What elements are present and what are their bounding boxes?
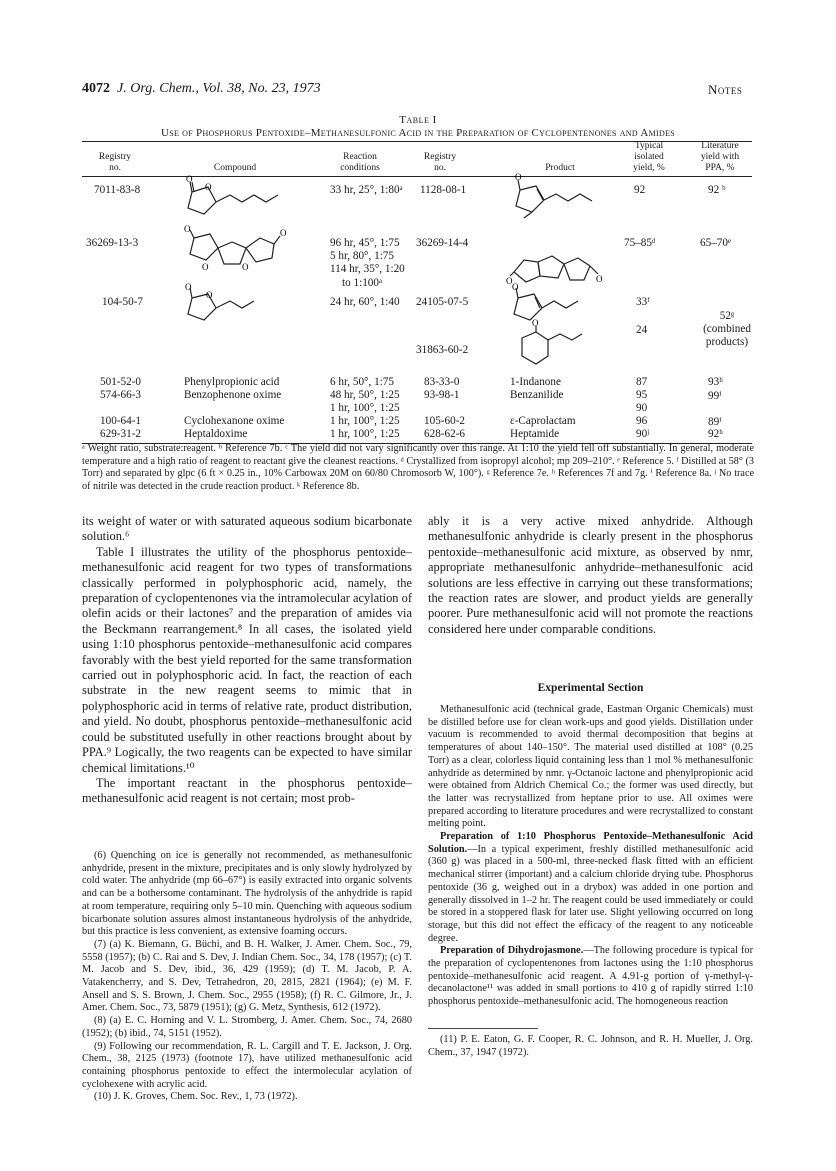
row6-compound: Benzophenone oxime xyxy=(184,389,282,401)
row4-registry-product: 31863-60-2 xyxy=(416,344,469,356)
col-typical xyxy=(624,141,674,174)
svg-text:O: O xyxy=(515,172,522,182)
table-caption: Use of Phosphorus Pentoxide–Methanesulfonic Acid in the Preparation of Cyclopentenones and Amides xyxy=(160,127,676,139)
svg-text:O: O xyxy=(280,228,287,238)
row6-typical xyxy=(636,389,647,415)
row7-compound: Cyclohexanone oxime xyxy=(184,415,285,427)
row6-literature: 99ⁱ xyxy=(708,390,722,402)
svg-text:O: O xyxy=(242,262,249,272)
row1-registry-product: 1128-08-1 xyxy=(420,184,467,196)
row5-registry: 501-52-0 xyxy=(100,376,142,388)
col-conditions-l1: Reaction xyxy=(343,152,377,162)
right-para-1: ably it is a very active mixed anhydride. Although methanesulfonic anhydride is clearly present in the phosphorus pentoxide–methanesulfonic acid mixture, as observed by nmr, appropriate methanesulfonic anhydride–methanesulfonic acid solutions are less effective in carrying out these transformations; the reaction rates are slower, and product yields are generally poorer. Pure methanesulfonic acid will not promote the reactions considered here under comparable conditions. xyxy=(428,514,753,636)
butylcyclohexenone-structure xyxy=(508,318,588,372)
butylcyclopentenone-structure xyxy=(510,282,590,326)
col-registry2-l2: no. xyxy=(434,163,446,173)
left-footnotes xyxy=(82,850,412,1104)
table-label: Table I xyxy=(399,114,437,126)
exp-para-2-head: Preparation of 1:10 Phosphorus Pentoxide–Methanesulfonic Acid Solution. xyxy=(428,831,753,855)
row6-cond-2: 1 hr, 100°, 1:25 xyxy=(330,402,400,414)
row2-cond-1: 96 hr, 45°, 1:75 xyxy=(330,237,400,249)
note-11 xyxy=(428,1034,753,1059)
dihydrojasmone-structure xyxy=(510,174,610,222)
row2-cond-4: to 1:100ᵃ xyxy=(342,276,383,289)
row7-product: ε-Caprolactam xyxy=(510,415,576,427)
svg-text:O: O xyxy=(532,318,539,328)
col-literature-l3: PPA, % xyxy=(705,163,735,173)
row6-typ-2: 90 xyxy=(636,402,648,414)
row3-typical: 33ᶠ xyxy=(636,296,650,308)
row3-conditions: 24 hr, 60°, 1:40 xyxy=(330,296,400,308)
exp-para-3 xyxy=(428,945,753,1009)
table-footnotes: ᵃ Weight ratio, substrate:reagent. ᵇ Reference 7b. ᶜ The yield did not vary significantly over this range. At 1:10 the yield fell off substantially. In general, moderate temperature and a high ratio of reagent to reactant give the cleanest reactions. ᵈ Crystallized from isopropyl alcohol; mp 209–210°. ᵉ Reference 5. ᶠ Distilled at 58° (3 Torr) and separated by glpc (6 ft × 0.25 in., 10% Carbowax 20M on 60/80 Chromosorb W, 100°). ᵍ Reference 7e. ʰ References 7f and 7g. ⁱ Reference 8a. ʲ No trace of nitrile was detected in the crude reaction product. ᵏ Reference 8b. xyxy=(82,443,754,492)
row7-typical: 96 xyxy=(636,415,648,427)
col-conditions-l2: conditions xyxy=(340,163,380,173)
col-compound: Compound xyxy=(213,163,257,173)
row1-conditions: 33 hr, 25°, 1:80ᵃ xyxy=(330,184,403,196)
col-registry-product xyxy=(410,152,470,174)
row1-registry: 7011-83-8 xyxy=(94,184,141,196)
col-product: Product xyxy=(545,163,575,173)
row4-lit-1: 52ᵍ xyxy=(719,310,735,322)
row1-typical: 92 xyxy=(634,184,646,196)
exp-para-3-head: Preparation of Dihydrojasmone. xyxy=(440,945,584,957)
row7-registry-product: 105-60-2 xyxy=(424,415,466,427)
exp-para-2-text: —In a typical experiment, freshly distilled methanesulfonic acid (360 g) was placed in a 500-ml, three-necked flask fitted with an efficient mechanical stirrer (important) and a calcium chloride drying tube. Phosphorus pentoxide (36 g, weighed out in a drybox) was added in one portion and generally dissolved in 1–2 hr. The reagent could be used immediately or could be stored in a stoppered flask for later use. Slight yellowing occurred on long storage, but this did not effect the efficacy of the reagent to any noticeable degree. xyxy=(428,843,753,944)
note-8: (8) (a) E. C. Horning and V. L. Stromberg, J. Amer. Chem. Soc., 74, 2680 (1952); (b) ibid., 74, 5151 (1952). xyxy=(82,1015,412,1039)
exp-para-3-text: —The following procedure is typical for the preparation of cyclopentenones from lactones using the 1:10 phosphorus pentoxide–methanesulfonic acid reagent. A 4.91-g portion of γ-methyl-γ-decanolactone¹¹ was added in small portions to 410 g of rapidly stirred 1:10 phosphorus pentoxide–methanesulfonic acid. The homogeneous reaction xyxy=(428,945,753,1008)
row8-typical: 90ʲ xyxy=(636,428,649,440)
left-para-2: Table I illustrates the utility of the phosphorus pentoxide–methanesulfonic acid reagent for two types of transformations classically performed in polyphosphoric acid, namely, the preparation of cyclopentenones via the intramolecular acylation of olefin acids or their lactones⁷ and the preparation of amides via the Beckmann rearrangement.⁸ In all cases, the isolated yield using 1:10 phosphorus pentoxide–methanesulfonic acid compares favorably with the best yield reported for the same transformation carried out in polyphosphoric acid. In fact, the reaction of each substrate in the new reagent seems to mimic that in polyphosphoric acid in terms of relative rate, product distribution, and yield. No doubt, phosphorus pentoxide–methanesulfonic acid could be substituted usefully in other reactions brought about by PPA.⁹ Logically, the two reagents can be expected to have similar chemical limitations.¹⁰ xyxy=(82,544,412,775)
row5-registry-product: 83-33-0 xyxy=(424,376,460,388)
col-typical-l3: yield, % xyxy=(633,163,665,173)
col-conditions xyxy=(320,152,400,174)
note-10: (10) J. K. Groves, Chem. Soc. Rev., 1, 73 (1972). xyxy=(94,1091,298,1103)
row2-literature: 65–70ᵉ xyxy=(700,237,731,249)
row4-literature xyxy=(692,310,762,349)
row2-cond-2: 5 hr, 80°, 1:75 xyxy=(330,250,394,263)
row6-conditions xyxy=(330,389,400,415)
row2-registry: 36269-13-3 xyxy=(86,237,139,249)
row5-typical: 87 xyxy=(636,376,648,388)
experimental-section-title: Experimental Section xyxy=(537,682,644,694)
col-typical-l1: Typical xyxy=(634,141,664,151)
table-header-rule xyxy=(82,176,752,177)
row6-typ-1: 95 xyxy=(636,389,648,401)
row7-literature: 89ⁱ xyxy=(708,416,722,428)
col-registry2-l1: Registry xyxy=(423,152,457,162)
gamma-octanoic-lactone-structure xyxy=(180,282,280,326)
left-para-1: its weight of water or with saturated aqueous sodium bicarbonate solution.⁶ xyxy=(82,514,412,544)
svg-text:O: O xyxy=(512,282,519,292)
row2-cond-3: 114 hr, 35°, 1:20 xyxy=(330,263,405,276)
svg-text:O: O xyxy=(186,174,193,184)
row2-typical: 75–85ᵈ xyxy=(624,237,656,249)
col-typical-l2: isolated xyxy=(634,152,664,162)
footnote-divider xyxy=(428,1028,538,1029)
row4-typical: 24 xyxy=(636,324,648,336)
section-label: Notes xyxy=(708,82,743,97)
tricyclic-dione-structure xyxy=(508,246,608,286)
row5-compound: Phenylpropionic acid xyxy=(184,376,280,388)
row6-product: Benzanilide xyxy=(510,389,564,401)
row4-lit-3: products) xyxy=(705,336,749,348)
running-header xyxy=(82,81,321,97)
svg-text:O: O xyxy=(205,182,212,192)
row3-registry-product: 24105-07-5 xyxy=(416,296,469,308)
note-7: (7) (a) K. Biemann, G. Büchi, and B. H. Walker, J. Amer. Chem. Soc., 79, 5558 (1957); (b) C. Rai and S. Dev, J. Indian Chem. Soc., 34, 178 (1957); (c) T. M. Jacob and S. Dev, ibid., 36, 429 (1959); (d) T. M. Jacob, P. A. Vatakencherry, and S. Dev, Tetrahedron, 20, 2815, 2821 (1964); (e) M. F. Ansell and S. S. Brown, J. Chem. Soc., 2955 (1958); (f) R. C. Gilmore, Jr., J. Amer. Chem. Soc., 73, 5879 (1951); (g) G. Metz, Synthesis, 612 (1972). xyxy=(82,938,412,1014)
note-9: (9) Following our recommendation, R. L. Cargill and T. E. Jackson, J. Org. Chem., 38, 2125 (1973) (footnote 17), have utilized methanesulfonic acid containing phosphorus pentoxide to effect the intermolecular acylation of cyclohexene with acrylic acid. xyxy=(82,1040,412,1090)
lactone-octanoic-structure xyxy=(178,174,298,222)
col-literature xyxy=(690,141,750,174)
row8-registry: 629-31-2 xyxy=(100,428,142,440)
right-column-intro xyxy=(428,514,753,637)
left-column-body xyxy=(82,514,412,807)
row6-cond-1: 48 hr, 50°, 1:25 xyxy=(330,389,400,401)
svg-text:O: O xyxy=(206,290,213,300)
row2-registry-product: 36269-14-4 xyxy=(416,237,469,249)
bis-lactone-structure xyxy=(180,226,290,276)
experimental-body xyxy=(428,704,753,1009)
note-6: (6) Quenching on ice is generally not recommended, as methanesulfonic anhydride, present in the mixture, precipitates and is only slowly hydrolyzed by cold water. The anhydride (mp 66–67°) is easily extracted into organic solvents and can be a bothersome contaminant. The hydrolysis of the anhydride is rapid at room temperature, requiring only 5–10 min. Quenching with aqueous sodium bicarbonate solution assures almost instantaneous hydrolysis of the anhydride, but this practice is less convenient, as extensive foaming occurs. xyxy=(82,850,412,938)
row8-product: Heptamide xyxy=(510,428,560,440)
svg-text:O: O xyxy=(202,262,209,272)
left-para-3: The important reactant in the phosphorus pentoxide–methanesulfonic acid reagent is not certain; most prob- xyxy=(82,775,412,806)
col-registry-l1: Registry xyxy=(98,152,132,162)
row4-lit-2: (combined xyxy=(703,323,751,335)
exp-para-1: Methanesulfonic acid (technical grade, Eastman Organic Chemicals) must be distilled before use for clean work-ups and good yields. Distillation under vacuum is recommended to avoid thermal decomposition that begins at temperatures of about 140–150°. The material used distilled at 108° (0.25 Torr) as a clear, colorless liquid containing less than 1 mol % methanesulfonic anhydride as determined by nmr. γ-Octanoic lactone and phenylpropionic acid were obtained from Aldrich Chemical Co.; the former was used directly, but the latter was recrystallized from heptane prior to use. All oximes were prepared according to literature procedures and were recrystallized to constant melting point. xyxy=(428,704,753,830)
svg-text:O: O xyxy=(185,282,192,292)
col-registry-l2: no. xyxy=(109,163,121,173)
row6-registry-product: 93-98-1 xyxy=(424,389,460,401)
row8-literature: 92ʰ xyxy=(708,428,723,440)
row8-compound: Heptaldoxime xyxy=(184,428,248,440)
note-11-text: (11) P. E. Eaton, G. F. Cooper, R. C. Johnson, and R. H. Mueller, J. Org. Chem., 37, 1947 (1972). xyxy=(428,1034,753,1058)
svg-text:O: O xyxy=(184,224,191,234)
col-registry xyxy=(90,152,140,174)
row8-conditions: 1 hr, 100°, 1:25 xyxy=(330,428,400,440)
row8-registry-product: 628-62-6 xyxy=(424,428,466,440)
row5-conditions: 6 hr, 50°, 1:75 xyxy=(330,376,394,388)
row5-literature: 93ʰ xyxy=(708,376,723,388)
row7-conditions: 1 hr, 100°, 1:25 xyxy=(330,415,400,427)
svg-text:O: O xyxy=(596,274,603,284)
svg-text:O: O xyxy=(506,276,513,286)
row3-registry: 104-50-7 xyxy=(102,296,144,308)
row1-literature: 92 ᵇ xyxy=(708,184,726,196)
page-number: 4072 xyxy=(82,81,110,96)
exp-para-2 xyxy=(428,831,753,945)
journal-citation: J. Org. Chem., Vol. 38, No. 23, 1973 xyxy=(117,81,321,96)
row6-registry: 574-66-3 xyxy=(100,389,142,401)
col-literature-l1: Literature xyxy=(701,141,739,151)
col-literature-l2: yield with xyxy=(700,152,740,162)
row5-product: 1-Indanone xyxy=(510,376,561,388)
row7-registry: 100-64-1 xyxy=(100,415,142,427)
row2-conditions xyxy=(330,237,405,290)
